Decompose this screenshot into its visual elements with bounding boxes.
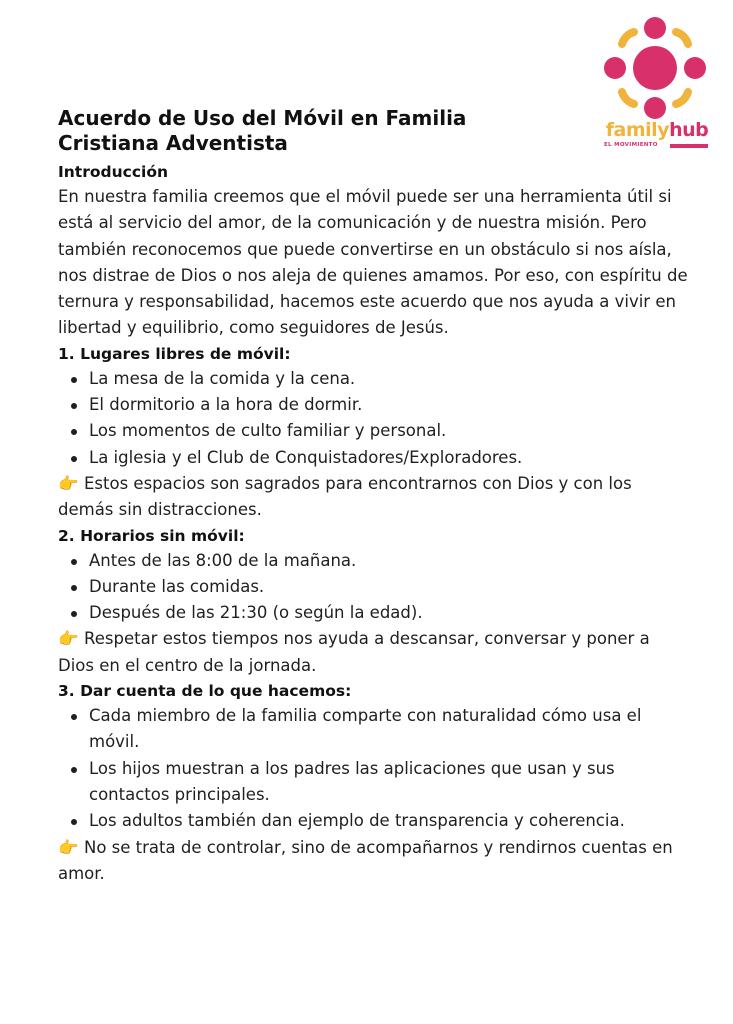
pointing-hand-icon: 👉 <box>58 473 79 493</box>
list-item: La mesa de la comida y la cena. <box>89 366 688 392</box>
list-item: El dormitorio a la hora de dormir. <box>89 392 688 418</box>
intro-paragraph: En nuestra familia creemos que el móvil puede ser una herramienta útil si está al servicio del amor, de la comunicación y de nuestra misión. Pero también reconocemos que puede convertirse en un obstáculo si nos aísla, nos distrae de Dios o nos aleja de quienes amamos. Por eso, con espíritu de ternura y responsabilidad, hacemos este acuerdo que nos ayuda a vivir en libertad y equilibrio, como seguidores de Jesús. <box>58 187 688 338</box>
note-text: Estos espacios son sagrados para encontrarnos con Dios y con los demás sin distracciones. <box>58 473 632 520</box>
document-body <box>58 106 688 887</box>
list-item: La iglesia y el Club de Conquistadores/Exploradores. <box>89 445 688 471</box>
section-heading: 2. Horarios sin móvil: <box>58 526 245 545</box>
list-item: Los hijos muestran a los padres las aplicaciones que usan y sus contactos principales. <box>89 756 688 809</box>
list-item: Cada miembro de la familia comparte con naturalidad cómo usa el móvil. <box>89 703 688 756</box>
sun-logo-icon <box>602 14 712 120</box>
bullet-list <box>58 366 688 471</box>
intro-heading: Introducción <box>58 163 169 181</box>
pointing-hand-icon: 👉 <box>58 837 79 857</box>
bullet-list <box>58 548 688 627</box>
bullet-list <box>58 703 688 834</box>
note-text: Respetar estos tiempos nos ayuda a descansar, conversar y poner a Dios en el centro de la jornada. <box>58 629 650 675</box>
list-item: Durante las comidas. <box>89 574 688 600</box>
section-note <box>58 626 688 679</box>
logo-tagline: EL MOVIMIENTO <box>604 142 658 148</box>
pointing-hand-icon: 👉 <box>58 629 79 649</box>
list-item: Los momentos de culto familiar y personal. <box>89 418 688 444</box>
title-line-1: Acuerdo de Uso del Móvil en Familia <box>58 106 467 130</box>
section-heading: 1. Lugares libres de móvil: <box>58 344 291 363</box>
logo-word-family: family <box>605 119 670 141</box>
section-note <box>58 835 688 888</box>
logo-word-hub: hub <box>669 119 709 141</box>
section-heading: 3. Dar cuenta de lo que hacemos: <box>58 682 352 701</box>
title-line-2: Cristiana Adventista <box>58 131 288 155</box>
note-text: No se trata de controlar, sino de acompañarnos y rendirnos cuentas en amor. <box>58 837 673 883</box>
document-title <box>58 106 688 156</box>
section-note <box>58 471 688 524</box>
list-item: Antes de las 8:00 de la mañana. <box>89 548 688 574</box>
list-item: Después de las 21:30 (o según la edad). <box>89 600 688 626</box>
list-item: Los adultos también dan ejemplo de transparencia y coherencia. <box>89 808 688 834</box>
